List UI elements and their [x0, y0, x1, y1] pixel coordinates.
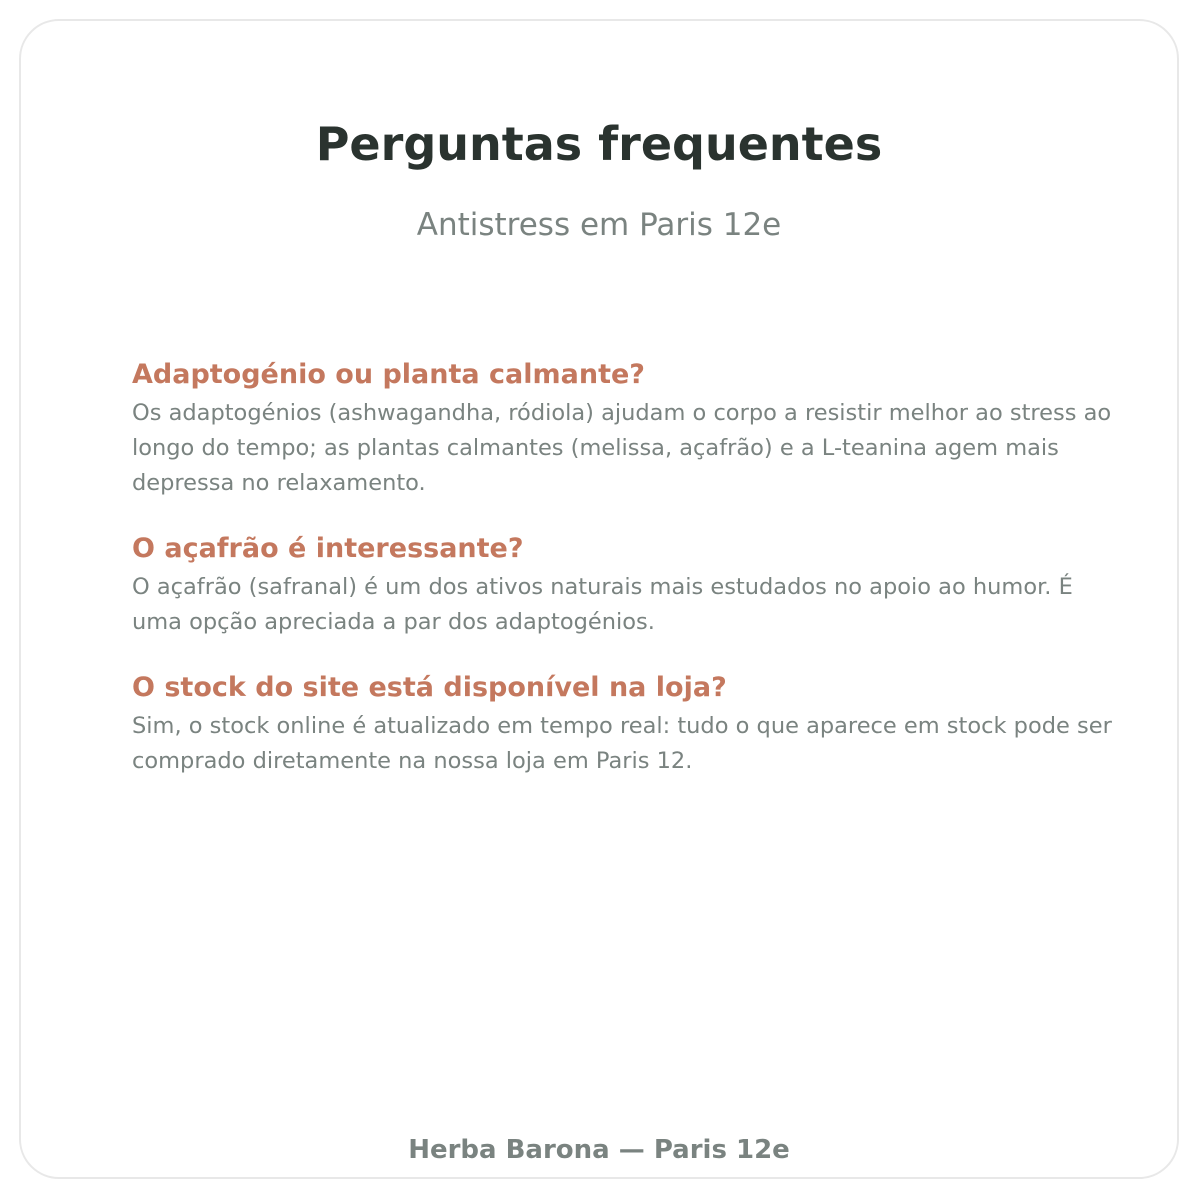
faq-list	[132, 357, 1117, 809]
faq-question: Adaptogénio ou planta calmante?	[132, 359, 645, 390]
faq-answer: O açafrão (safranal) é um dos ativos naturais mais estudados no apoio ao humor. É uma opção apreciada a par dos adaptogénios.	[132, 574, 1073, 635]
page-title: Perguntas frequentes	[315, 117, 883, 171]
faq-question: O açafrão é interessante?	[132, 533, 524, 564]
faq-answer: Os adaptogénios (ashwagandha, ródiola) ajudam o corpo a resistir melhor ao stress ao longo do tempo; as plantas calmantes (melissa, açafrão) e a L-teanina agem mais depressa no relaxamento.	[132, 400, 1112, 496]
faq-card	[19, 19, 1179, 1179]
faq-item	[132, 357, 1117, 501]
faq-item	[132, 531, 1117, 640]
page-subtitle: Antistress em Paris 12e	[416, 207, 782, 243]
faq-answer: Sim, o stock online é atualizado em tempo real: tudo o que aparece em stock pode ser comprado diretamente na nossa loja em Paris 12.	[132, 713, 1112, 774]
faq-question: O stock do site está disponível na loja?	[132, 672, 727, 703]
faq-item	[132, 670, 1117, 779]
store-footer: Herba Barona — Paris 12e	[408, 1135, 790, 1165]
